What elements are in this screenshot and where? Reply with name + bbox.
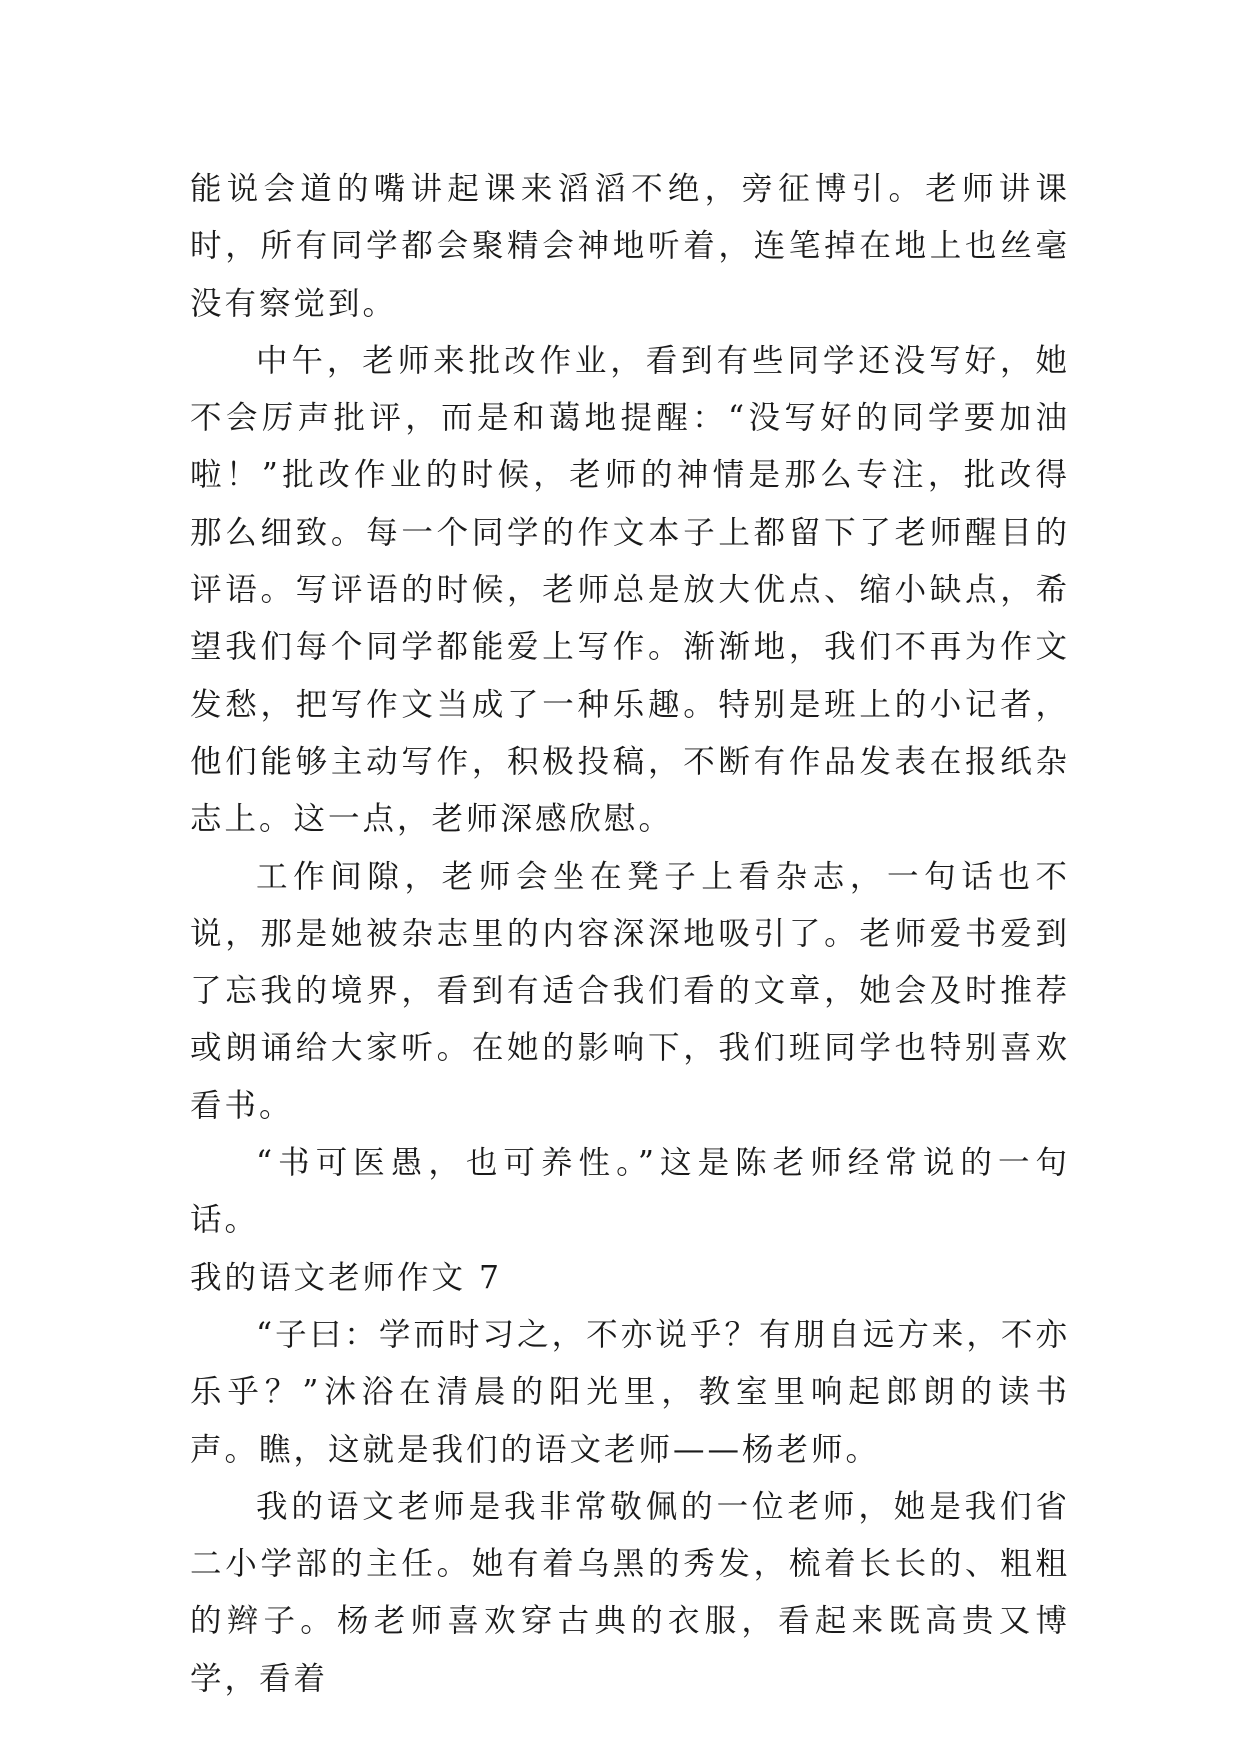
paragraph-reading: 工作间隙，老师会坐在凳子上看杂志，一句话也不说，那是她被杂志里的内容深深地吸引了。老师爱书爱到了忘我的境界，看到有适合我们看的文章，她会及时推荐或朗诵给大家听。在她的影响下，我们班同学也特别喜欢看书。	[190, 858, 1070, 1124]
paragraph-grading: 中午，老师来批改作业，看到有些同学还没写好，她不会厉声批评，而是和蔼地提醒：“没写好的同学要加油啦！”批改作业的时候，老师的神情是那么专注，批改得那么细致。每一个同学的作文本子上都留下了老师醒目的评语。写评语的时候，老师总是放大优点、缩小缺点，希望我们每个同学都能爱上写作。渐渐地，我们不再为作文发愁，把写作文当成了一种乐趣。特别是班上的小记者，他们能够主动写作，积极投稿，不断有作品发表在报纸杂志上。这一点，老师深感欣慰。	[190, 342, 1070, 838]
section-heading: 我的语文老师作文 7	[190, 1259, 503, 1296]
paragraph-teacher-description: 我的语文老师是我非常敬佩的一位老师，她是我们省二小学部的主任。她有着乌黑的秀发，梳着长长的、粗粗的辫子。杨老师喜欢穿古典的衣服，看起来既高贵又博学，看着	[190, 1488, 1070, 1697]
document-body	[190, 161, 1070, 1708]
paragraph-teaching: 能说会道的嘴讲起课来滔滔不绝，旁征博引。老师讲课时，所有同学都会聚精会神地听着，连笔掉在地上也丝毫没有察觉到。	[190, 171, 1070, 322]
paragraph-quote: “书可医愚，也可养性。”这是陈老师经常说的一句话。	[190, 1145, 1070, 1239]
paragraph-morning: “子曰：学而时习之，不亦说乎？有朋自远方来，不亦乐乎？”沐浴在清晨的阳光里，教室里响起郎朗的读书声。瞧，这就是我们的语文老师——杨老师。	[190, 1316, 1070, 1468]
